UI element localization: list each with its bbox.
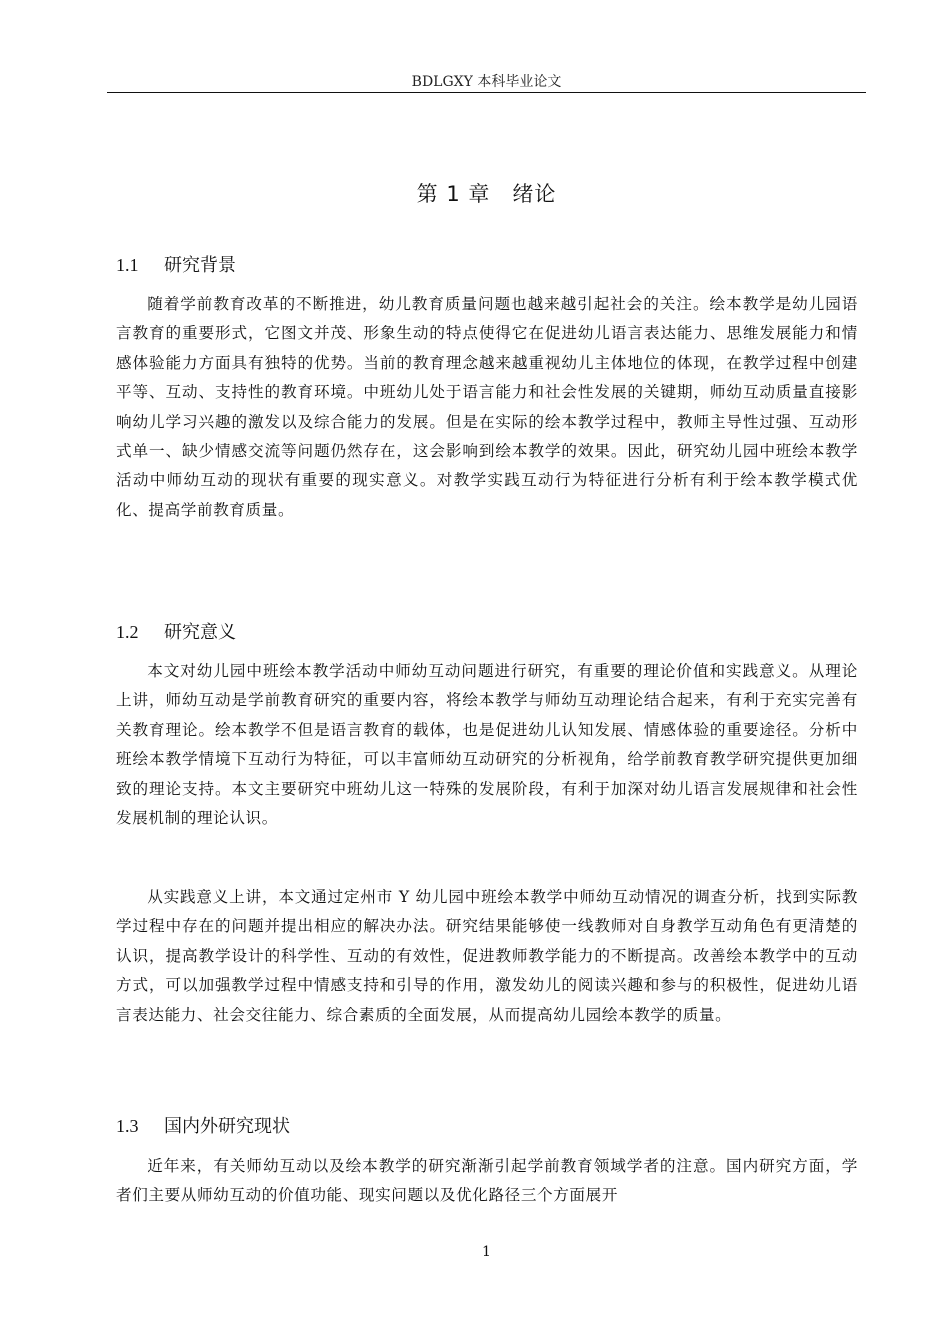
section-heading-1-3 xyxy=(116,1114,856,1139)
paragraph: 本文对幼儿园中班绘本教学活动中师幼互动问题进行研究，有重要的理论价值和实践意义。从理论上讲，师幼互动是学前教育研究的重要内容，将绘本教学与师幼互动理论结合起来，有利于充实完善有关教育理论。绘本教学不但是语言教育的载体，也是促进幼儿认知发展、情感体验的重要途径。分析中班绘本教学情境下互动行为特征，可以丰富师幼互动研究的分析视角，给学前教育教学研究提供更加细致的理论支持。本文主要研究中班幼儿这一特殊的发展阶段，有利于加深对幼儿语言发展规律和社会性发展机制的理论认识。 xyxy=(116,662,858,828)
page-header: BDLGXY 本科毕业论文 xyxy=(411,74,562,90)
section-title: 研究意义 xyxy=(164,622,236,643)
header-divider xyxy=(107,92,866,93)
section-number: 1.3 xyxy=(116,1116,139,1136)
section-title: 研究背景 xyxy=(164,255,236,276)
paragraph: 从实践意义上讲，本文通过定州市 Y 幼儿园中班绘本教学中师幼互动情况的调查分析，找到实际教学过程中存在的问题并提出相应的解决办法。研究结果能够使一线教师对自身教学互动角色有更清楚的认识，提高教学设计的科学性、互动的有效性，促进教师教学能力的不断提高。改善绘本教学中的互动方式，可以加强教学过程中情感支持和引导的作用，激发幼儿的阅读兴趣和参与的积极性，促进幼儿语言表达能力、社会交往能力、综合素质的全面发展，从而提高幼儿园绘本教学的质量。 xyxy=(116,888,858,1024)
section-heading-1-2 xyxy=(116,620,856,645)
paragraph: 近年来，有关师幼互动以及绘本教学的研究渐渐引起学前教育领域学者的注意。国内研究方面，学者们主要从师幼互动的价值功能、现实问题以及优化路径三个方面展开 xyxy=(116,1157,858,1205)
chapter-title: 第 1 章 绪论 xyxy=(416,182,557,206)
section-title: 国内外研究现状 xyxy=(164,1116,290,1137)
paragraph: 随着学前教育改革的不断推进，幼儿教育质量问题也越来越引起社会的关注。绘本教学是幼儿园语言教育的重要形式，它图文并茂、形象生动的特点使得它在促进幼儿语言表达能力、思维发展能力和情感体验能力方面具有独特的优势。当前的教育理念越来越重视幼儿主体地位的体现，在教学过程中创建平等、互动、支持性的教育环境。中班幼儿处于语言能力和社会性发展的关键期，师幼互动质量直接影响幼儿学习兴趣的激发以及综合能力的发展。但是在实际的绘本教学过程中，教师主导性过强、互动形式单一、缺少情感交流等问题仍然存在，这会影响到绘本教学的效果。因此，研究幼儿园中班绘本教学活动中师幼互动的现状有重要的现实意义。对教学实践互动行为特征进行分析有利于绘本教学模式优化、提高学前教育质量。 xyxy=(116,295,858,519)
section-heading-1-1 xyxy=(116,253,856,278)
page-number: 1 xyxy=(482,1244,491,1260)
section-number: 1.2 xyxy=(116,622,139,642)
section-number: 1.1 xyxy=(116,255,139,275)
